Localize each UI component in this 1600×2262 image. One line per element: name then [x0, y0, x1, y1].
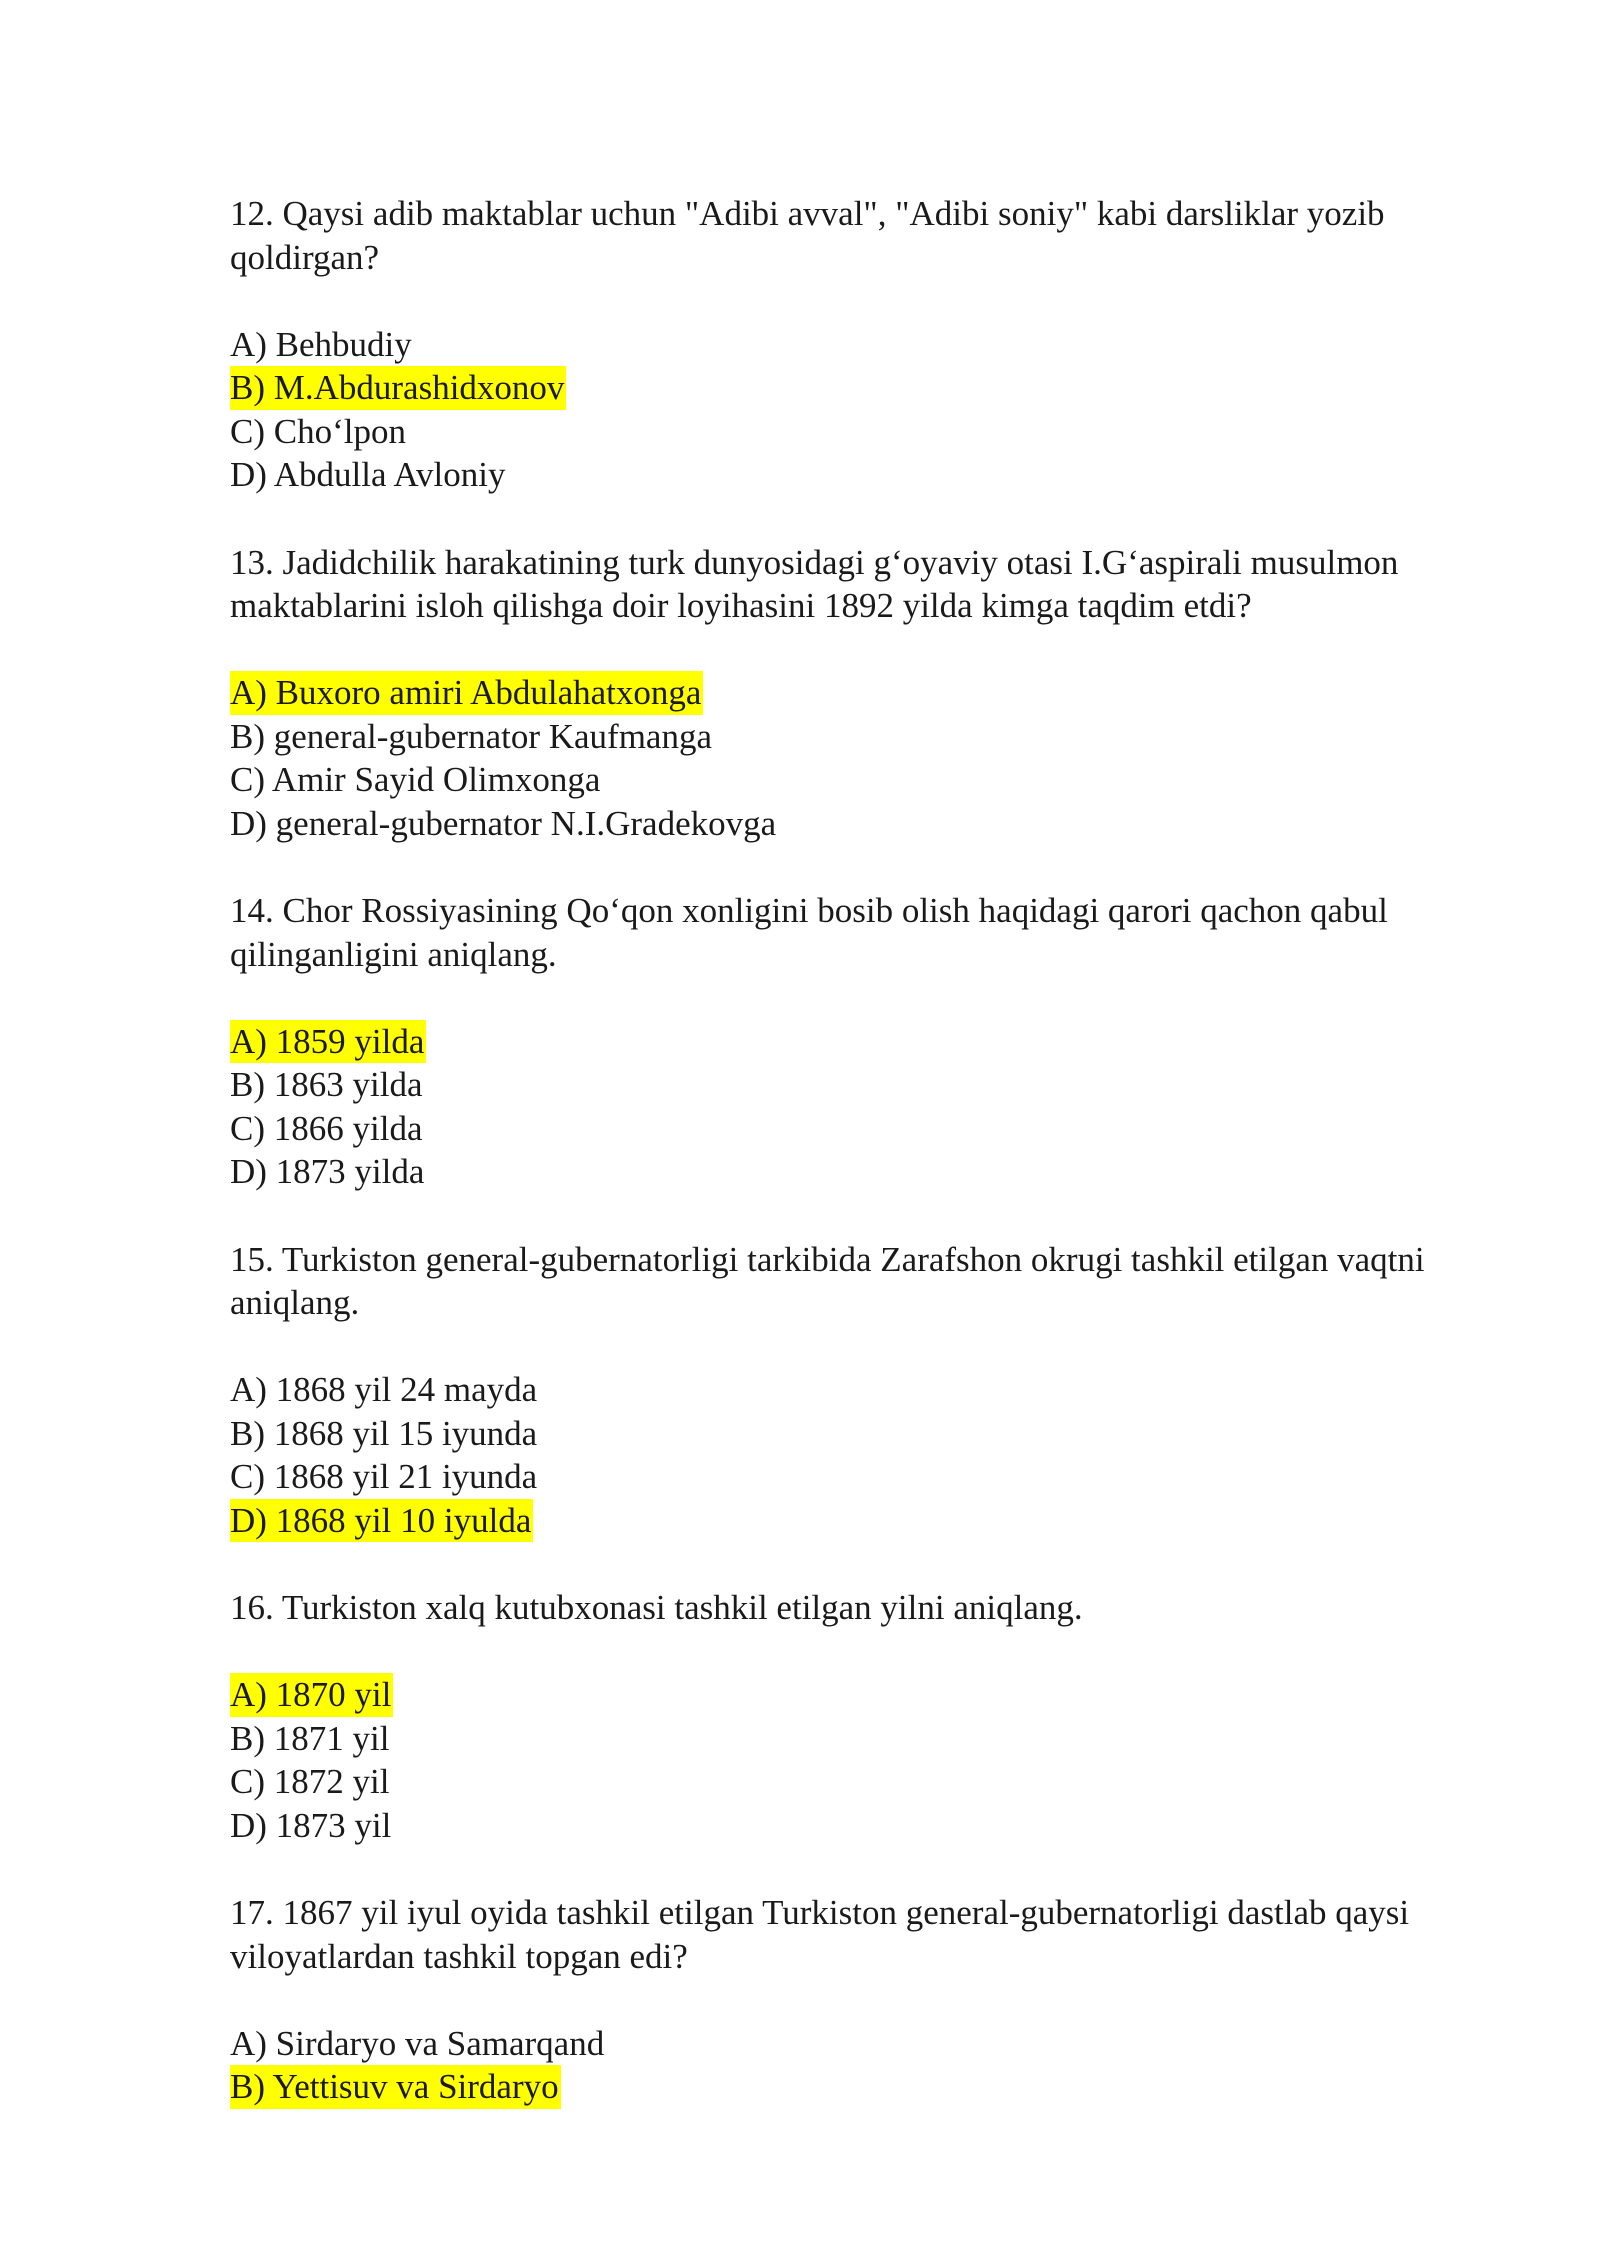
question-text: 12. Qaysi adib maktablar uchun "Adibi avval", "Adibi soniy" kabi darsliklar yozib qoldirgan? [230, 194, 1385, 277]
option-label: B) M.Abdurashidxonov [230, 366, 566, 410]
option-d [230, 802, 1520, 846]
option-label: A) 1868 yil 24 mayda [230, 1370, 538, 1409]
option-label: C) 1866 yilda [230, 1108, 423, 1148]
option-label: B) 1871 yil [230, 1718, 390, 1758]
option-label: D) 1868 yil 10 iyulda [230, 1499, 533, 1543]
question-17 [230, 1891, 1520, 2109]
option-a [230, 671, 1520, 715]
option-c [230, 410, 1520, 454]
option-a [230, 1020, 1520, 1064]
option-d [230, 453, 1520, 497]
option-a [230, 1673, 1520, 1717]
option-b [230, 2065, 1520, 2109]
option-b [230, 1717, 1520, 1761]
question-12 [230, 192, 1520, 497]
option-label: D) 1873 yilda [230, 1152, 425, 1191]
option-c [230, 1107, 1520, 1151]
question-15 [230, 1238, 1520, 1543]
option-label: D) 1873 yil [230, 1805, 392, 1845]
question-13 [230, 541, 1520, 846]
option-label: B) Yettisuv va Sirdaryo [230, 2065, 561, 2109]
option-label: C) Cho‘lpon [230, 411, 406, 451]
option-label: A) Buxoro amiri Abdulahatxonga [230, 671, 703, 715]
option-label: D) general-gubernator N.I.Gradekovga [230, 803, 777, 843]
option-label: A) 1870 yil [230, 1673, 393, 1717]
option-b [230, 715, 1520, 759]
question-text: 14. Chor Rossiyasining Qo‘qon xonligini bosib olish haqidagi qarori qachon qabul qilinganligini aniqlang. [230, 891, 1388, 974]
question-text: 15. Turkiston general-gubernatorligi tarkibida Zarafshon okrugi tashkil etilgan vaqtni aniqlang. [230, 1239, 1425, 1322]
option-label: A) Sirdaryo va Samarqand [230, 2023, 605, 2063]
question-14 [230, 889, 1520, 1194]
option-c [230, 758, 1520, 802]
option-label: A) Behbudiy [230, 324, 412, 364]
question-text: 16. Turkiston xalq kutubxonasi tashkil etilgan yilni aniqlang. [230, 1588, 1083, 1627]
option-label: A) 1859 yilda [230, 1020, 426, 1064]
option-label: C) 1868 yil 21 iyunda [230, 1457, 538, 1496]
option-label: C) 1872 yil [230, 1762, 390, 1801]
question-16 [230, 1586, 1520, 1847]
option-label: B) general-gubernator Kaufmanga [230, 716, 713, 756]
option-label: B) 1868 yil 15 iyunda [230, 1413, 538, 1453]
option-b [230, 366, 1520, 410]
option-a [230, 323, 1520, 367]
option-b [230, 1412, 1520, 1456]
option-label: C) Amir Sayid Olimxonga [230, 760, 601, 799]
option-c [230, 1760, 1520, 1804]
option-c [230, 1455, 1520, 1499]
option-a [230, 2022, 1520, 2066]
option-d [230, 1150, 1520, 1194]
option-label: D) Abdulla Avloniy [230, 455, 506, 494]
option-label: B) 1863 yilda [230, 1065, 423, 1104]
document-page [230, 192, 1520, 2153]
question-text: 13. Jadidchilik harakatining turk dunyosidagi g‘oyaviy otasi I.G‘aspirali musulmon maktablarini isloh qilishga doir loyihasini 1892 yilda kimga taqdim etdi? [230, 542, 1399, 625]
question-text: 17. 1867 yil iyul oyida tashkil etilgan Turkiston general-gubernatorligi dastlab qaysi viloyatlardan tashkil topgan edi? [230, 1893, 1410, 1976]
option-d [230, 1804, 1520, 1848]
option-a [230, 1368, 1520, 1412]
option-b [230, 1063, 1520, 1107]
option-d [230, 1499, 1520, 1543]
